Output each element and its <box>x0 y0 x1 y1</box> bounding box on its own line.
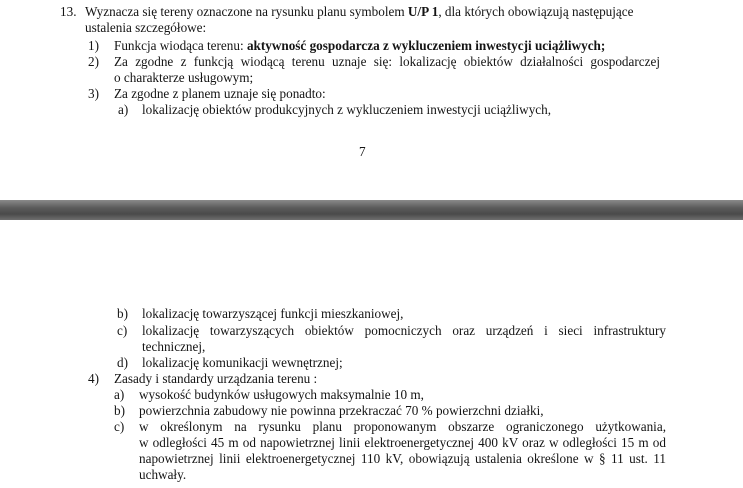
subitem-3-line-1: Za zgodne z planem uznaje się ponadto: <box>114 86 326 101</box>
subitem-3d-text: lokalizację komunikacji wewnętrznej; <box>142 355 343 370</box>
subitem-4c-line-1: w określonym na rysunku planu proponowanym obszarze ograniczonego użytkowania, <box>139 419 666 434</box>
page-separator <box>0 200 743 220</box>
document-page-bottom <box>0 220 743 488</box>
subitem-3c-line-1: lokalizację towarzyszących obiektów pomocniczych oraz urządzeń i sieci infrastruktury <box>142 323 666 338</box>
subitem-4b-text: powierzchnia zabudowy nie powinna przekraczać 70 % powierzchni działki, <box>139 403 544 418</box>
subitem-4c-line-4: uchwały. <box>139 467 187 482</box>
subitem-4c-line-3: napowietrznej linii elektroenergetycznej 110 kV, obowiązują ustalenia określone w § 11 ust. 11 <box>139 451 666 466</box>
item-number: 13. <box>60 4 77 19</box>
letter-marker: c) <box>114 419 125 434</box>
letter-marker: b) <box>114 403 125 418</box>
leading-function: aktywność gospodarcza z wykluczeniem inwestycji uciążliwych; <box>246 38 606 53</box>
letter-marker: d) <box>117 355 128 370</box>
subitem-3a-text: lokalizację obiektów produkcyjnych z wykluczeniem inwestycji uciążliwych, <box>142 102 552 117</box>
subitem-2-line-1: Za zgodne z funkcją wiodącą terenu uznaje się: lokalizację obiektów działalności gospodarczej <box>114 54 660 69</box>
subitem-number: 3) <box>88 86 99 101</box>
letter-marker: a) <box>114 387 125 402</box>
letter-marker: b) <box>117 306 128 321</box>
subitem-4-text: Zasady i standardy urządzania terenu : <box>114 371 318 386</box>
subitem-4a-text: wysokość budynków usługowych maksymalnie 10 m, <box>139 387 424 402</box>
letter-marker: c) <box>117 323 128 338</box>
item-13-line-2: ustalenia szczegółowe: <box>85 20 207 35</box>
page-number: 7 <box>359 144 366 159</box>
item-13-line-1: Wyznacza się tereny oznaczone na rysunku planu symbolem U/P 1, dla których obowiązują następujące <box>85 4 634 19</box>
subitem-2-line-2: o charakterze usługowym; <box>114 70 254 85</box>
document-page-top <box>0 0 743 200</box>
plan-symbol: U/P 1 <box>407 4 439 19</box>
subitem-number: 4) <box>88 371 99 386</box>
subitem-number: 2) <box>88 54 99 69</box>
subitem-3b-text: lokalizację towarzyszącej funkcji mieszkaniowej, <box>142 306 404 321</box>
subitem-number: 1) <box>88 38 99 53</box>
subitem-1-text: Funkcja wiodąca terenu: aktywność gospodarcza z wykluczeniem inwestycji uciążliwych; <box>114 38 606 53</box>
subitem-3c-line-2: technicznej, <box>142 339 206 354</box>
subitem-4c-line-2: w odległości 45 m od napowietrznej linii elektroenergetycznej 400 kV oraz w odległości 15 m od <box>139 435 666 450</box>
letter-marker: a) <box>118 102 129 117</box>
